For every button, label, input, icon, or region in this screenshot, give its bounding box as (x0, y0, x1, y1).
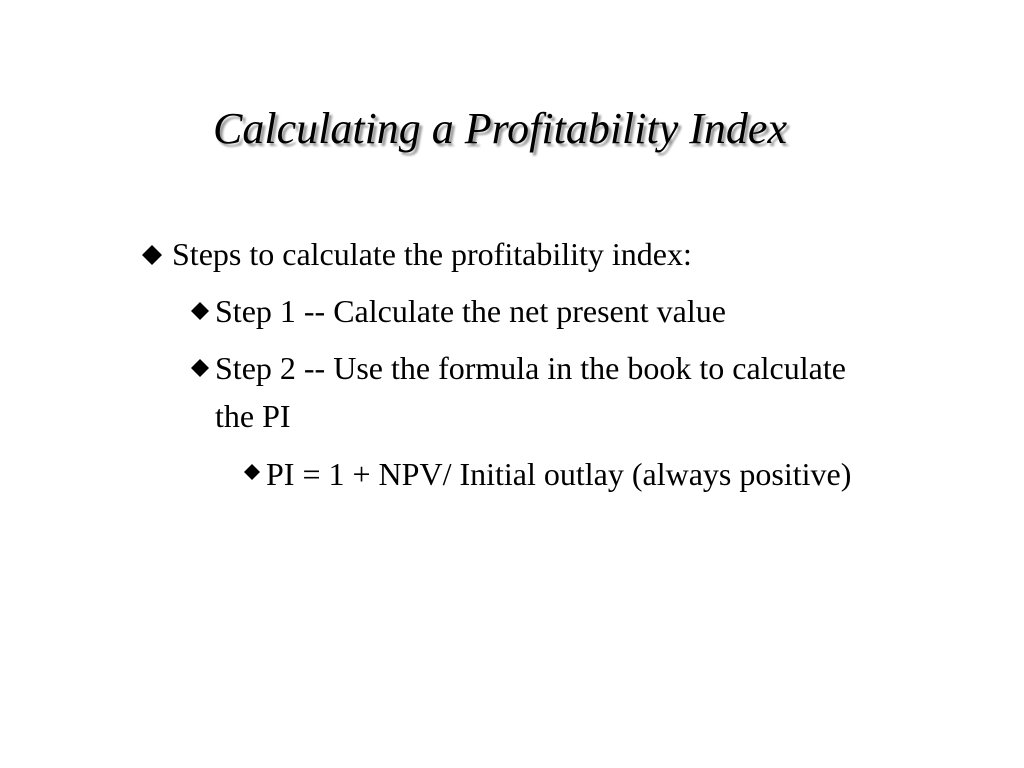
slide-title: Calculating a Profitability Index (213, 104, 787, 153)
bullet-text: Step 2 -- Use the formula in the book to calculate the PI (215, 350, 846, 434)
diamond-icon (189, 344, 213, 392)
diamond-icon (189, 287, 213, 335)
bullet-level-2-step-2 (189, 344, 869, 440)
bullet-text: Step 1 -- Calculate the net present value (215, 293, 726, 329)
bullet-text: Steps to calculate the profitability index: (172, 236, 692, 272)
diamond-icon (242, 450, 266, 498)
bullet-level-2-step-1 (189, 287, 869, 335)
bullet-text: PI = 1 + NPV/ Initial outlay (always positive) (266, 456, 852, 492)
diamond-icon (140, 230, 164, 278)
bullet-level-3-formula (242, 450, 882, 498)
bullet-level-1 (140, 230, 860, 278)
